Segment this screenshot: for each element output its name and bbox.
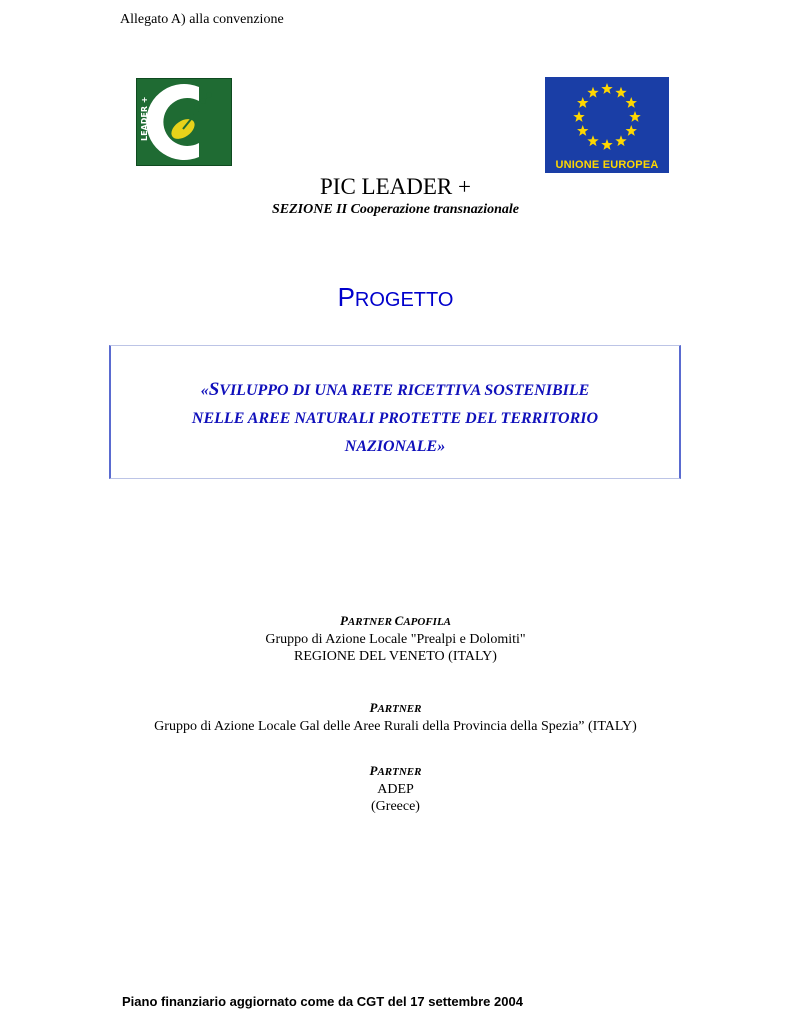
eu-star-icon (626, 125, 637, 136)
annex-label: Allegato A) alla convenzione (120, 12, 284, 27)
role-initial: P (369, 763, 378, 778)
eu-star-icon (626, 97, 637, 108)
eu-star-icon (615, 135, 626, 146)
title-close-quote: » (437, 438, 446, 455)
eu-stars-icon (545, 77, 669, 157)
eu-logo-label: UNIONE EUROPEA (555, 159, 659, 171)
project-title-line-2: NELLE AREE NATURALI PROTETTE DEL TERRITORIO (191, 410, 599, 427)
eu-star-icon (573, 111, 584, 122)
eu-star-icon (601, 139, 612, 150)
partner-block-2 (0, 699, 791, 735)
role-rest-2: APOFILA (403, 616, 452, 628)
role-initial: P (339, 613, 348, 628)
project-title-line-3 (111, 433, 679, 461)
eu-star-icon (601, 83, 612, 94)
project-title (111, 376, 679, 461)
title-initial: S (208, 379, 220, 400)
eu-star-icon (577, 125, 588, 136)
partner-region: REGIONE DEL VENETO (ITALY) (294, 649, 497, 664)
lead-partner-block (0, 612, 791, 665)
partner-country: (Greece) (371, 799, 420, 814)
program-section: SEZIONE II Cooperazione transnazionale (271, 202, 519, 217)
role-rest: ARTNER (377, 703, 422, 715)
footer-note: Piano finanziario aggiornato come da CGT del 17 settembre 2004 (122, 994, 523, 1009)
eu-star-icon (577, 97, 588, 108)
role-rest: ARTNER (377, 766, 422, 778)
leader-logo-graphic (137, 79, 231, 165)
partner-role (0, 699, 791, 718)
title-line-3-text: NAZIONALE (344, 438, 438, 455)
project-heading (0, 282, 791, 313)
role-initial-2: C (394, 613, 404, 628)
partner-role (0, 612, 791, 631)
eu-star-icon (587, 135, 598, 146)
title-open-quote: « (200, 382, 209, 399)
role-rest: ARTNER (347, 616, 392, 628)
project-title-line-1 (111, 376, 679, 405)
partner-name: Gruppo di Azione Locale Gal delle Aree Rurali della Provincia della Spezia” (ITALY) (154, 719, 637, 734)
project-heading-rest: ROGETTO (354, 289, 454, 311)
eu-flag-logo (545, 77, 669, 173)
leader-logo-text: LEADER + (140, 96, 149, 141)
project-title-box (109, 345, 681, 479)
program-title: PIC LEADER + (320, 174, 471, 199)
eu-star-icon (587, 87, 598, 98)
partner-role (0, 762, 791, 781)
leader-plus-logo (136, 78, 232, 166)
partner-name: ADEP (377, 782, 414, 797)
eu-star-icon (629, 111, 640, 122)
eu-star-icon (615, 87, 626, 98)
project-heading-initial: P (337, 282, 355, 312)
partner-block-3 (0, 762, 791, 815)
role-initial: P (369, 700, 378, 715)
title-line-1-rest: VILUPPO DI UNA RETE RICETTIVA SOSTENIBILE (219, 382, 590, 399)
partner-name: Gruppo di Azione Locale "Prealpi e Dolomiti" (265, 632, 526, 647)
